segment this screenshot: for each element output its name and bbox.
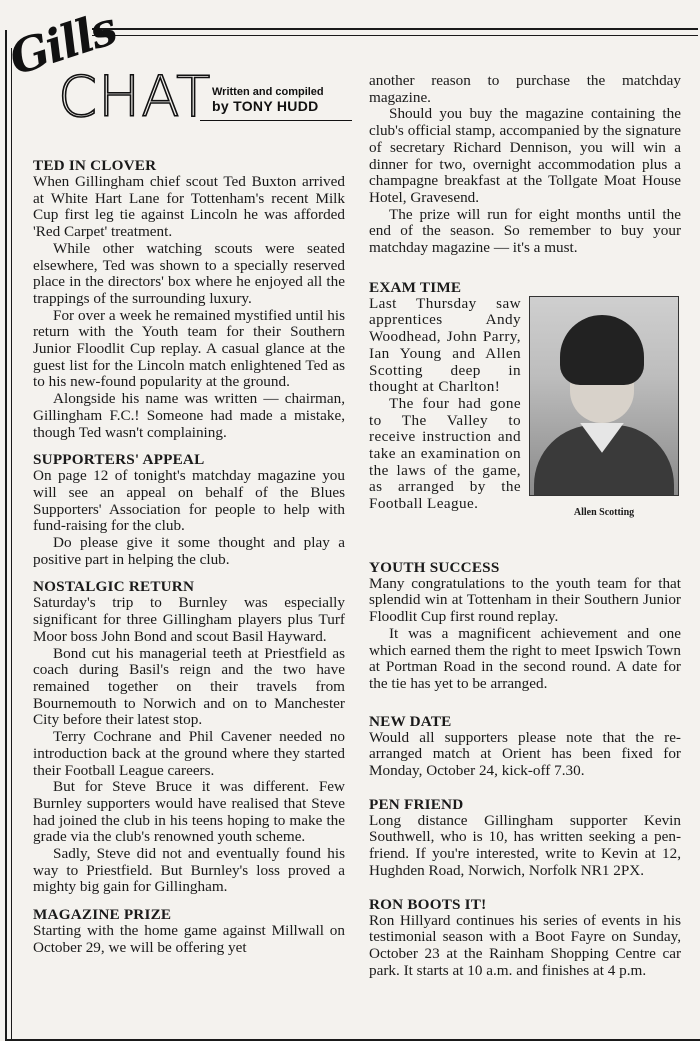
header-rule-thin [92,35,698,36]
section-heading: PEN FRIEND [369,795,464,813]
byline-written: Written and compiled [212,86,324,98]
section-pen-friend [369,796,681,880]
right-column [369,73,681,989]
paragraph: Alongside his name was written — chairman, Gillingham F.C.! Someone had made a mistake, though Ted wasn't complaining. [33,390,345,441]
photo-caption: Allen Scotting [573,506,635,518]
paragraph: Do please give it some thought and play a positive part in helping the club. [33,534,345,568]
section-heading: NOSTALGIC RETURN [33,578,195,596]
chat-logo-word: CHAT [58,65,212,130]
left-border [5,30,7,1041]
left-border-thin [11,48,12,1041]
section-youth-success [369,559,681,693]
paragraph: When Gillingham chief scout Ted Buxton arrived at White Hart Lane for Tottenham's recent Milk Cup first leg tie against Lincoln he was afforded 'Red Carpet' treatment. [33,173,345,241]
player-photo [529,296,679,518]
section-ted-in-clover [33,157,345,441]
byline-author: by TONY HUDD [212,98,319,114]
paragraph: Sadly, Steve did not and eventually found his way to Priestfield. But Burnley's loss proved a mighty big gain for Gillingham. [33,845,345,896]
paragraph: For over a week he remained mystified until his return with the Youth team for their Southern Junior Floodlit Cup replay. A casual glance at the guest list for the Lincoln match enlightened Ted as to his new-found popularity at the ground. [33,306,345,391]
section-heading: YOUTH SUCCESS [369,558,500,576]
section-heading: EXAM TIME [369,278,462,296]
byline [212,86,324,114]
section-nostalgic-return [33,578,345,896]
section-exam-time [369,279,681,541]
section-heading: RON BOOTS IT! [369,895,487,913]
paragraph: Terry Cochrane and Phil Cavener needed no introduction back at the ground where they started their Football League careers. [33,728,345,779]
byline-rule [200,120,352,121]
section-magazine-prize-continued [369,73,681,257]
paragraph: While other watching scouts were seated elsewhere, Ted was shown to a specially reserved place in the directors' box where he enjoyed all the trappings of the surrounding luxury. [33,239,345,307]
paragraph: Long distance Gillingham supporter Kevin Southwell, who is 10, has written seeking a pen-friend. If you're interested, write to Kevin at 12, Hughden Road, Norwich, Norfolk NR1 2PX. [369,811,681,879]
left-column [33,157,345,967]
paragraph: Last Thursday saw apprentices Andy Woodhead, John Parry, Ian Young and Allen Scotting deep in thought at Charlton! [369,294,521,396]
paragraph: Should you buy the magazine containing the club's official stamp, accompanied by the signature of secretary Richard Dennison, you will win a dinner for two, overnight accommodation plus a champagne breakfast at the Tollgate Moat House Hotel, Gravesend. [369,105,681,206]
section-heading: MAGAZINE PRIZE [33,906,172,924]
paragraph: Starting with the home game against Millwall on October 29, we will be offering yet [33,922,345,956]
section-ron-boots-it [369,896,681,980]
paragraph: On page 12 of tonight's matchday magazine you will see an appeal on behalf of the Blues Supporters' Association for people to help with fund-raising for the club. [33,467,345,535]
section-heading: SUPPORTERS' APPEAL [33,451,205,469]
paragraph: another reason to purchase the matchday magazine. [369,72,681,106]
paragraph: But for Steve Bruce it was different. Few Burnley supporters would have realised that Steve had joined the club in his teens hoping to make the grade via the club's renowned youth scheme. [33,778,345,846]
exam-text [369,296,521,513]
section-heading: NEW DATE [369,712,452,730]
header-rule [92,28,698,30]
paragraph: The four had gone to The Valley to receive instruction and take an examination on the laws of the game, as arranged by the Football League. [369,394,521,513]
paragraph: Ron Hillyard continues his series of events in his testimonial season with a Boot Fayre on Sunday, October 23 at the Rainham Shopping Centre car park. It starts at 10 a.m. and finishes at 4 p.m. [369,911,681,979]
section-magazine-prize [33,906,345,956]
paragraph: Many congratulations to the youth team for that splendid win at Tottenham in their Southern Junior Floodlit Cup first round replay. [369,574,681,626]
paragraph: Would all supporters please note that the re-arranged match at Orient has been fixed for Monday, October 24, kick-off 7.30. [369,728,681,780]
paragraph: Saturday's trip to Burnley was especially significant for three Gillingham players plus Turf Moor boss John Bond and scout Basil Hayward. [33,594,345,645]
photo-image [529,296,679,496]
section-new-date [369,713,681,780]
section-supporters-appeal [33,451,345,568]
section-heading: TED IN CLOVER [33,157,157,174]
gills-logo-script: Gills [2,0,122,86]
paragraph: The prize will run for eight months until the end of the season. So remember to buy your matchday magazine — it's a must. [369,205,681,257]
paragraph: Bond cut his managerial teeth at Priestfield as coach during Basil's reign and the two have remained together on their travels from Bournemouth to Norwich and on to Manchester City before their latest stop. [33,644,345,729]
paragraph: It was a magnificent achievement and one which earned them the right to meet Ipswich Town at Portman Road in the second round. A date for the tie has yet to be arranged. [369,624,681,692]
